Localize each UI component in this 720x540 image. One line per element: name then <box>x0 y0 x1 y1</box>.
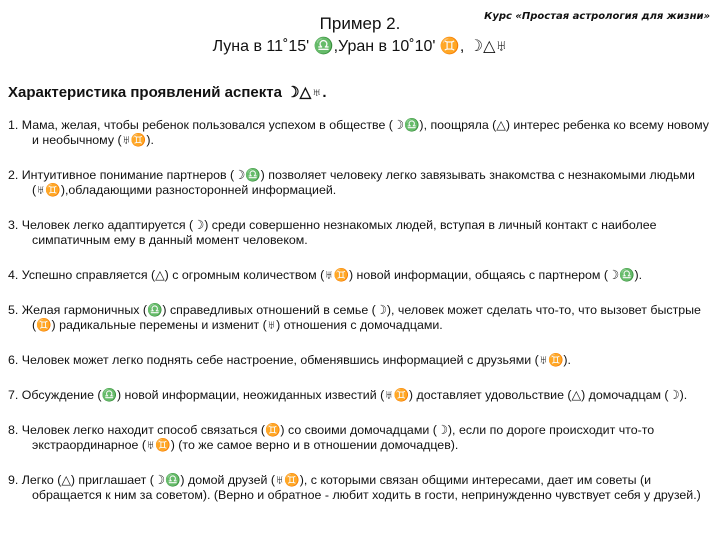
section-heading: Характеристика проявлений аспекта ☽△♅. <box>8 84 327 101</box>
list-item: 8. Человек легко находит способ связаться (♊) со своими домочадцами (☽), если по дороге происходит что-то экстраординарное (♅♊) (то же самое верно и в отношении домочадцев). <box>8 423 655 452</box>
course-label: Курс «Простая астрология для жизни» <box>484 11 710 22</box>
list-item: 3. Человек легко адаптируется (☽) среди совершенно незнакомых людей, вступая в личный контакт с наиболее симпатичным ему в данный момент человеком. <box>8 218 657 247</box>
list-item: 5. Желая гармоничных (♎) справедливых отношений в семье (☽), человек может сделать что-то, что вызовет быстрые (♊) радикальные перемены и изменит (♅) отношения с домочадцами. <box>8 303 701 332</box>
list-item: 2. Интуитивное понимание партнеров (☽♎) позволяет человеку легко завязывать знакомства с незнакомыми людьми (♅♊),обладающими разносторонней информацией. <box>8 168 695 197</box>
list-item: 7. Обсуждение (♎) новой информации, неожиданных известий (♅♊) доставляет удовольствие (△) домочадцам (☽). <box>8 388 688 402</box>
aspect-list <box>8 118 716 523</box>
page-subtitle: Луна в 11˚15' ♎,Уран в 10˚10' ♊, ☽△♅ <box>212 38 508 55</box>
page-title: Пример 2. <box>319 14 401 33</box>
list-item: 6. Человек может легко поднять себе настроение, обменявшись информацией с друзьями (♅♊). <box>8 353 571 367</box>
list-item: 9. Легко (△) приглашает (☽♎) домой друзей (♅♊), с которыми связан общими интересами, дает им советы (и обращается к ним за советом). (Верно и обратное - любит ходить в гости, непринужденно чувствует себя у друзей.) <box>8 473 701 502</box>
list-item: 1. Мама, желая, чтобы ребенок пользовался успехом в обществе (☽♎), поощряла (△) интерес ребенка ко всему новому и необычному (♅♊). <box>8 118 709 147</box>
list-item: 4. Успешно справляется (△) с огромным количеством (♅♊) новой информации, общаясь с партнером (☽♎). <box>8 268 643 282</box>
